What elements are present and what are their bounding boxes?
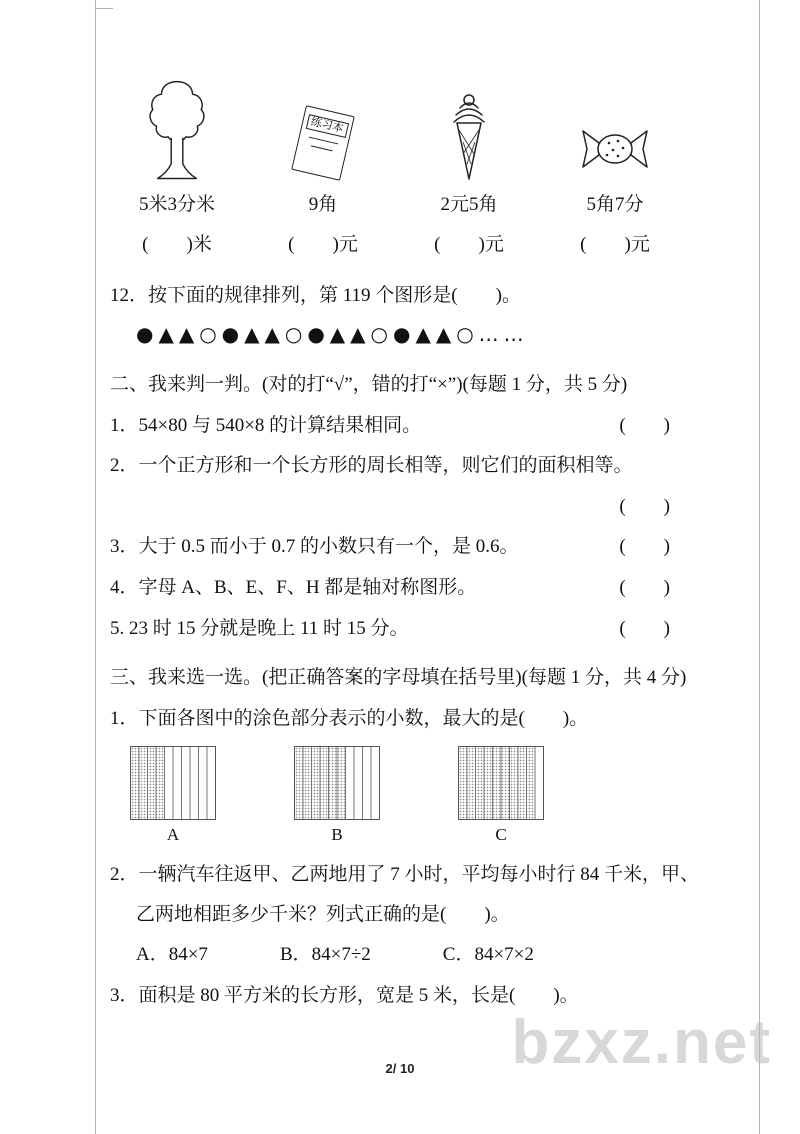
shaded-region: [459, 747, 535, 819]
match-value: 5米3分米: [138, 194, 215, 215]
tree-icon: [146, 64, 208, 184]
option-c: C．84×7×2: [442, 943, 534, 965]
answer-blank: ( )米: [142, 233, 212, 255]
judge-text: 4．字母 A、B、E、F、H 都是轴对称图形。: [110, 577, 477, 599]
decimal-grid-box: [130, 746, 216, 820]
grid-label: A: [166, 824, 180, 844]
question-12-pattern: ●▲▲○●▲▲○●▲▲○●▲▲○……: [136, 321, 529, 346]
choice-question-3-text: 3．面积是 80 平方米的长方形，宽是 5 米，长是( )。: [110, 984, 579, 1006]
choice-question-2-options: [136, 942, 740, 968]
answer-blank: ( ): [619, 414, 670, 436]
judge-text: 3．大于 0.5 而小于 0.7 的小数只有一个，是 0.6。: [110, 536, 519, 558]
notebook-icon: [298, 64, 348, 184]
decimal-grid-box: [458, 746, 544, 820]
decimal-grid-box: [294, 746, 380, 820]
match-value: 9角: [308, 194, 338, 215]
answer-blank: ( )元: [434, 233, 504, 255]
notebook-label: 练习本: [305, 114, 348, 138]
grid-label: B: [331, 824, 343, 844]
match-item-ice-cream: [396, 64, 542, 257]
candy-icon: [577, 64, 653, 184]
candy-icon-svg: [577, 124, 653, 174]
shaded-region: [131, 747, 165, 819]
option-a: A．84×7: [136, 943, 208, 965]
match-item-candy: [542, 64, 688, 257]
answer-blank: ( ): [619, 536, 670, 558]
decimal-grids-row: [130, 746, 740, 847]
page-number: 2/ 10: [385, 1061, 415, 1076]
question-12-text: 12．按下面的规律排列，第 119 个图形是( )。: [110, 285, 521, 307]
answer-blank: ( ): [619, 577, 670, 599]
tree-icon-svg: [146, 78, 208, 184]
judge-item-1: [110, 413, 740, 439]
choice-question-2-line1: 2．一辆汽车往返甲、乙两地用了 7 小时，平均每小时行 84 千米，甲、: [110, 863, 700, 885]
judge-item-5: [110, 616, 740, 642]
ice-cream-icon: [447, 64, 491, 184]
judge-item-2-answer-row: [110, 494, 740, 520]
notebook-line: [311, 146, 333, 152]
answer-blank: ( ): [619, 617, 670, 639]
match-value: 5角7分: [586, 194, 644, 215]
grid-label: C: [495, 824, 507, 844]
ice-cream-icon-svg: [447, 92, 491, 184]
judge-item-4: [110, 575, 740, 601]
judge-item-2: [110, 453, 740, 479]
choice-question-1-text: 1．下面各图中的涂色部分表示的小数，最大的是( )。: [110, 708, 589, 730]
decimal-grid-A: [130, 746, 216, 847]
choice-question-2-line2: 乙两地相距多少千米？列式正确的是( )。: [136, 904, 510, 926]
notebook-line: [309, 137, 338, 145]
section-2-title: 二、我来判一判。(对的打“√”，错的打“×”)(每题 1 分，共 5 分): [110, 373, 628, 395]
watermark: bzxz.net: [511, 1008, 772, 1077]
match-item-tree: [104, 64, 250, 257]
notebook-cover: [291, 105, 355, 181]
answer-blank: ( )元: [580, 233, 650, 255]
match-value: 2元5角: [440, 194, 498, 215]
judge-text: 1．54×80 与 540×8 的计算结果相同。: [110, 414, 422, 436]
decimal-grid-C: [458, 746, 544, 847]
option-b: B．84×7÷2: [279, 943, 371, 965]
answer-blank: ( ): [619, 495, 670, 517]
decimal-grid-B: [294, 746, 380, 847]
judge-item-3: [110, 534, 740, 560]
match-item-notebook: [250, 64, 396, 257]
judge-text: 2．一个正方形和一个长方形的周长相等，则它们的面积相等。: [110, 455, 633, 477]
section-3-title: 三、我来选一选。(把正确答案的字母填在括号里)(每题 1 分，共 4 分): [110, 667, 687, 689]
answer-blank: ( )元: [288, 233, 358, 255]
shaded-region: [295, 747, 345, 819]
question-11-picture-row: [104, 64, 740, 257]
judge-text: 5. 23 时 15 分就是晚上 11 时 15 分。: [110, 617, 409, 639]
